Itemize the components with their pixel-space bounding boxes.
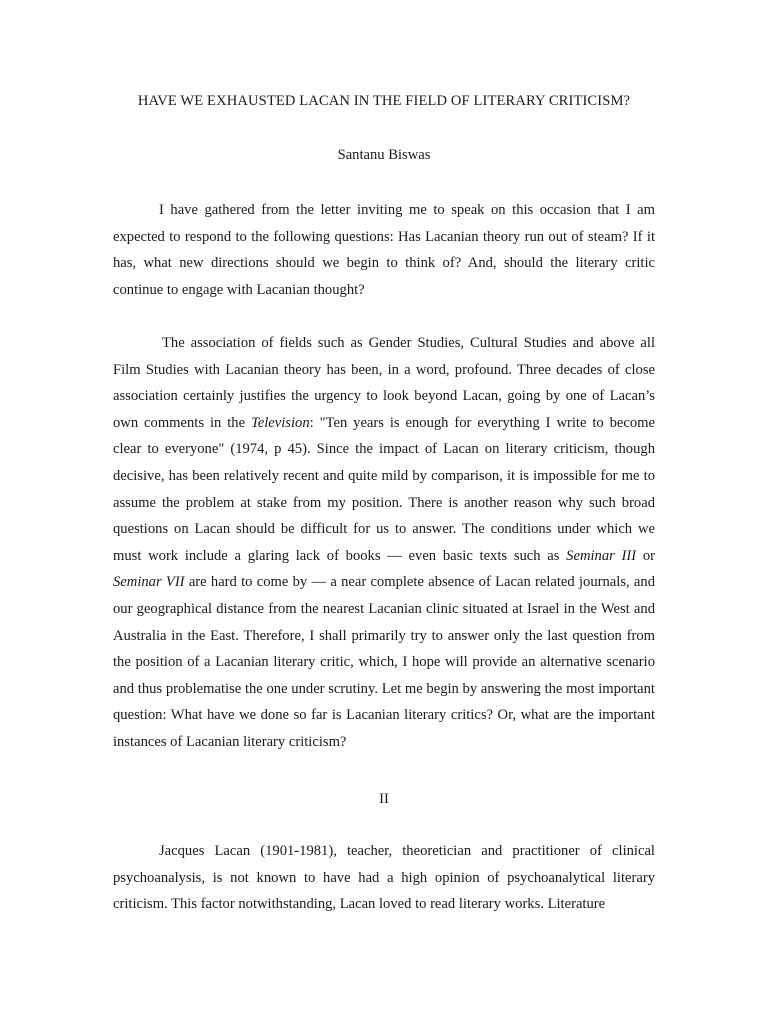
- author-name: Santanu Biswas: [337, 147, 431, 163]
- italic-title-run: Seminar VII: [113, 574, 185, 591]
- text-run: The association of fields such as Gender Studies, Cultural Studies and above all Film Studies with Lacanian theory has been, in a word, profound. Three decades of close association certainly justifies the urgency to look beyond Lacan, going by one of Lacan’s own comments in the: [113, 335, 655, 431]
- paragraph-3: [113, 838, 655, 918]
- text-run: or: [636, 547, 656, 564]
- section-number: II: [379, 791, 389, 807]
- text-run: : "Ten years is enough for everything I write to become clear to everyone" (1974, p 45). Since the impact of Lacan on literary criticism, though decisive, has been relatively recent and quite mild by comparison, it is impossible for me to assume the problem at stake from my position. There is another reason why such broad questions on Lacan should be difficult for us to answer. The conditions under which we must work include a glaring lack of books — even basic texts such as: [113, 414, 655, 564]
- text-run: Jacques Lacan (1901-1981), teacher, theoretician and practitioner of clinical psychoanalysis, is not known to have had a high opinion of psychoanalytical literary criticism. This factor notwithstanding, Lacan loved to read literary works. Literature: [113, 843, 655, 913]
- italic-title-run: Television: [250, 414, 310, 431]
- italic-title-run: Seminar III: [566, 547, 637, 564]
- document-title: HAVE WE EXHAUSTED LACAN IN THE FIELD OF LITERARY CRITICISM?: [137, 93, 631, 109]
- paragraph-2: [113, 330, 655, 756]
- text-run: I have gathered from the letter inviting me to speak on this occasion that I am expected to respond to the following questions: Has Lacanian theory run out of steam? If it has, what new directions should we begin to think of? And, should the literary critic continue to engage with Lacanian thought?: [113, 202, 655, 298]
- text-run: are hard to come by — a near complete absence of Lacan related journals, and our geographical distance from the nearest Lacanian clinic situated at Israel in the West and Australia in the East. Therefore, I shall primarily try to answer only the last question from the position of a Lacanian literary critic, which, I hope will provide an alternative scenario and thus problematise the one under scrutiny. Let me begin by answering the most important question: What have we done so far is Lacanian literary critics? Or, what are the important instances of Lacanian literary criticism?: [113, 574, 655, 750]
- paragraph-1: [113, 197, 655, 303]
